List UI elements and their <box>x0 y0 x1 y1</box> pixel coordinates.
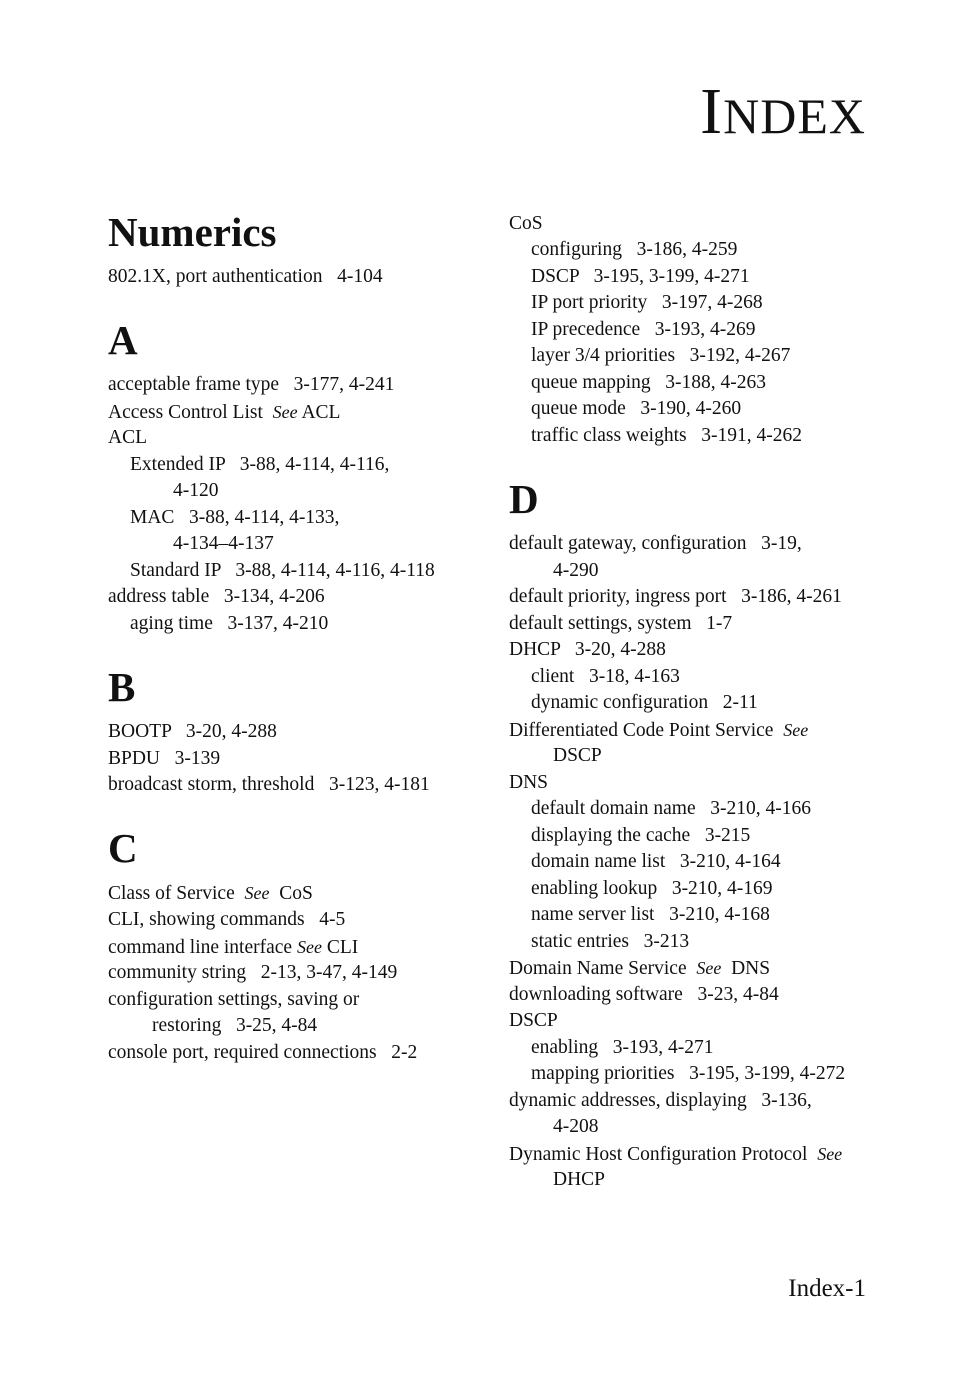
entry-text: DSCP <box>509 1010 558 1031</box>
index-entry <box>509 584 842 610</box>
section-heading: B <box>108 664 136 710</box>
see-reference-label: See <box>272 402 298 422</box>
index-entry <box>108 907 345 933</box>
entry-text: broadcast storm, threshold 3-123, 4-181 <box>108 774 430 795</box>
page-title <box>700 72 866 156</box>
entry-text: 4-134–4-137 <box>173 533 274 554</box>
entry-text: IP port priority 3-197, 4-268 <box>531 292 763 313</box>
section-heading: Numerics <box>108 209 277 255</box>
entry-text: enabling lookup 3-210, 4-169 <box>531 878 773 899</box>
index-entry <box>509 717 808 744</box>
entry-text: default priority, ingress port 3-186, 4-261 <box>509 586 842 607</box>
section-heading: D <box>509 476 539 522</box>
entry-text: Domain Name Service <box>509 958 697 979</box>
entry-text: client 3-18, 4-163 <box>531 666 680 687</box>
entry-text: static entries 3-213 <box>531 931 690 952</box>
entry-text: traffic class weights 3-191, 4-262 <box>531 425 802 446</box>
entry-text: restoring 3-25, 4-84 <box>152 1015 318 1036</box>
index-subentry <box>531 849 781 875</box>
entry-text: queue mode 3-190, 4-260 <box>531 398 742 419</box>
page-title-initial: I <box>700 75 724 148</box>
index-subentry <box>531 343 790 369</box>
entry-text: command line interface <box>108 937 297 958</box>
index-entry-continuation <box>553 743 602 769</box>
entry-text: default settings, system 1-7 <box>509 613 733 634</box>
see-reference-label: See <box>783 720 809 740</box>
index-subentry <box>130 611 328 637</box>
entry-text: CLI <box>321 937 359 958</box>
entry-text: Class of Service <box>108 883 245 904</box>
see-reference-label: See <box>296 937 322 957</box>
index-subentry <box>531 396 741 422</box>
index-entry-continuation <box>173 531 274 557</box>
index-entry <box>108 934 358 961</box>
entry-text: DNS <box>509 772 549 793</box>
index-entry <box>108 1040 417 1066</box>
index-subentry <box>531 370 766 396</box>
entry-text: domain name list 3-210, 4-164 <box>531 851 781 872</box>
entry-text: CLI, showing commands 4-5 <box>108 909 346 930</box>
entry-text: MAC 3-88, 4-114, 4-133, <box>130 507 340 528</box>
index-subentry <box>531 664 680 690</box>
entry-text: BPDU 3-139 <box>108 748 221 769</box>
index-entry <box>509 611 732 637</box>
entry-text: dynamic addresses, displaying 3-136, <box>509 1090 812 1111</box>
index-entry <box>509 1008 558 1034</box>
page-title-rest: NDEX <box>723 88 866 144</box>
entry-text: enabling 3-193, 4-271 <box>531 1037 714 1058</box>
index-entry <box>108 746 220 772</box>
entry-text: displaying the cache 3-215 <box>531 825 751 846</box>
entry-text: DSCP <box>553 745 602 766</box>
section-heading: A <box>108 317 138 363</box>
index-entry <box>108 584 325 610</box>
index-entry <box>108 719 277 745</box>
index-entry <box>108 960 397 986</box>
entry-text: IP precedence 3-193, 4-269 <box>531 319 756 340</box>
index-subentry <box>531 1035 714 1061</box>
index-subentry <box>531 1061 845 1087</box>
index-subentry <box>130 452 389 478</box>
index-entry <box>108 987 359 1013</box>
see-reference-label: See <box>696 958 722 978</box>
index-subentry <box>130 558 435 584</box>
index-entry <box>509 531 802 557</box>
index-subentry <box>531 690 758 716</box>
index-entry <box>108 880 313 907</box>
entry-text: ACL <box>108 427 147 448</box>
entry-text: acceptable frame type 3-177, 4-241 <box>108 374 395 395</box>
index-subentry <box>531 876 773 902</box>
index-entry-continuation <box>553 1167 605 1193</box>
entry-text: DNS <box>721 958 771 979</box>
entry-text: ACL <box>297 402 341 423</box>
index-subentry <box>531 902 770 928</box>
index-entry <box>509 1141 842 1168</box>
entry-text: layer 3/4 priorities 3-192, 4-267 <box>531 345 791 366</box>
index-subentry <box>531 929 689 955</box>
index-subentry <box>531 317 756 343</box>
entry-text: DHCP <box>553 1169 606 1190</box>
entry-text: configuration settings, saving or <box>108 989 360 1010</box>
index-entry <box>108 772 430 798</box>
entry-text: Dynamic Host Configuration Protocol <box>509 1144 818 1165</box>
entry-text: 4-290 <box>553 560 599 581</box>
index-entry-continuation <box>553 1114 599 1140</box>
entry-text: CoS <box>509 213 543 234</box>
index-entry <box>509 982 779 1008</box>
entry-text: Standard IP 3-88, 4-114, 4-116, 4-118 <box>130 560 435 581</box>
entry-text: aging time 3-137, 4-210 <box>130 613 329 634</box>
entry-text: 4-120 <box>173 480 219 501</box>
index-entry-continuation <box>553 558 599 584</box>
see-reference-label: See <box>244 883 270 903</box>
entry-text: Differentiated Code Point Service <box>509 720 784 741</box>
index-entry <box>509 770 548 796</box>
section-heading: C <box>108 825 138 871</box>
index-entry <box>108 372 394 398</box>
index-entry <box>509 955 770 982</box>
index-subentry <box>531 823 750 849</box>
index-subentry <box>531 796 811 822</box>
entry-text: queue mapping 3-188, 4-263 <box>531 372 767 393</box>
entry-text: DHCP 3-20, 4-288 <box>509 639 666 660</box>
entry-text: Extended IP 3-88, 4-114, 4-116, <box>130 454 390 475</box>
index-subentry <box>130 505 339 531</box>
index-subentry <box>531 423 802 449</box>
entry-text: default gateway, configuration 3-19, <box>509 533 802 554</box>
entry-text: 802.1X, port authentication 4-104 <box>108 266 383 287</box>
entry-text: 4-208 <box>553 1116 599 1137</box>
entry-text: Access Control List <box>108 402 273 423</box>
entry-text: dynamic configuration 2-11 <box>531 692 758 713</box>
entry-text: configuring 3-186, 4-259 <box>531 239 738 260</box>
entry-text: name server list 3-210, 4-168 <box>531 904 770 925</box>
see-reference-label: See <box>817 1144 843 1164</box>
index-entry <box>108 264 383 290</box>
index-subentry <box>531 290 763 316</box>
index-subentry <box>531 237 737 263</box>
index-entry <box>108 399 340 426</box>
entry-text: downloading software 3-23, 4-84 <box>509 984 779 1005</box>
entry-text: BOOTP 3-20, 4-288 <box>108 721 277 742</box>
entry-text: console port, required connections 2-2 <box>108 1042 418 1063</box>
index-entry-continuation <box>173 478 219 504</box>
index-entry-continuation <box>152 1013 317 1039</box>
index-entry <box>509 637 666 663</box>
index-entry <box>108 425 147 451</box>
page-number: Index-1 <box>788 1275 866 1302</box>
index-entry <box>509 1088 812 1114</box>
index-subentry <box>531 264 750 290</box>
entry-text: address table 3-134, 4-206 <box>108 586 325 607</box>
index-entry <box>509 211 543 237</box>
entry-text: community string 2-13, 3-47, 4-149 <box>108 962 398 983</box>
entry-text: default domain name 3-210, 4-166 <box>531 798 811 819</box>
entry-text: DSCP 3-195, 3-199, 4-271 <box>531 266 750 287</box>
entry-text: mapping priorities 3-195, 3-199, 4-272 <box>531 1063 846 1084</box>
entry-text: CoS <box>269 883 313 904</box>
